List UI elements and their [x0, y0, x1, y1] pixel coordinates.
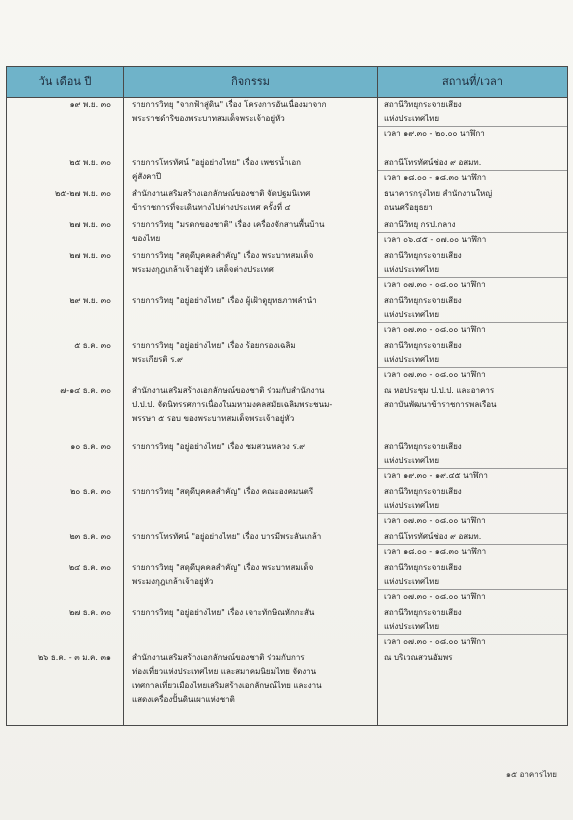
time-text: เวลา ๑๙.๓๐ - ๑๙.๔๕ นาฬิกา [378, 468, 567, 483]
activity-line: พระมงกุฎเกล้าเจ้าอยู่หัว เสด็จต่างประเทศ [132, 264, 274, 274]
row-place-time [378, 561, 568, 606]
row-date [7, 218, 124, 249]
row-date [7, 98, 124, 156]
activity-line: รายการวิทยุ "มรดกของชาติ" เรื่อง เครื่องจักสานพื้นบ้าน [132, 219, 325, 229]
activity-line: รายการวิทยุ "สดุดีบุคคลสำคัญ" เรื่อง พระบาทสมเด็จ [132, 250, 314, 260]
row-activity [124, 218, 378, 249]
activity-line: สำนักงานเสริมสร้างเอกลักษณ์ของชาติ ร่วมกับการ [132, 652, 305, 662]
activity-line: พระเกียรติ ร.๙ [132, 354, 183, 364]
date-text: ๒๔ ธ.ค. ๓๐ [68, 562, 111, 572]
place-line: สถานีวิทยุกระจายเสียง [384, 250, 462, 260]
row-activity [124, 339, 378, 384]
date-text: ๒๖ ธ.ค. - ๓ ม.ค. ๓๑ [38, 652, 111, 662]
row-activity [124, 156, 378, 187]
row-place-time [378, 651, 568, 726]
date-text: ๒๕-๒๗ พ.ย. ๓๐ [55, 188, 111, 198]
row-place-time [378, 606, 568, 651]
row-activity [124, 485, 378, 530]
place-line: แห่งประเทศไทย [384, 500, 440, 510]
place-line: ธนาคารกรุงไทย สำนักงานใหญ่ [384, 188, 493, 198]
date-text: ๒๓ ธ.ค. ๓๐ [69, 531, 111, 541]
row-place-time [378, 218, 568, 249]
activity-line: รายการวิทยุ "อยู่อย่างไทย" เรื่อง เจาะทักษิณหักกะสัน [132, 607, 315, 617]
header-date: วัน เดือน ปี [7, 67, 124, 98]
row-activity [124, 294, 378, 339]
place-line: สถานีวิทยุกระจายเสียง [384, 607, 462, 617]
date-text: ๑๙ พ.ย. ๓๐ [69, 100, 111, 109]
row-date [7, 651, 124, 726]
activity-line: รายการวิทยุ "สดุดีบุคคลสำคัญ" เรื่อง พระบาทสมเด็จ [132, 562, 314, 572]
row-date [7, 187, 124, 218]
activity-line: ของไทย [132, 233, 161, 243]
row-place-time [378, 249, 568, 294]
time-text: เวลา ๐๗.๓๐ - ๐๘.๐๐ นาฬิกา [378, 589, 567, 604]
row-date [7, 384, 124, 440]
date-text: ๑๐ ธ.ค. ๓๐ [70, 441, 111, 451]
place-line: แห่งประเทศไทย [384, 455, 440, 465]
time-text: เวลา ๐๖.๔๕ - ๐๗.๐๐ นาฬิกา [378, 232, 567, 247]
row-activity [124, 384, 378, 440]
row-place-time [378, 384, 568, 440]
place-line: ณ บริเวณสวนอัมพร [384, 652, 453, 662]
activity-line: พระมงกุฎเกล้าเจ้าอยู่หัว [132, 576, 214, 586]
place-line: สถานีโทรทัศน์ช่อง ๙ อสมท. [384, 157, 482, 167]
time-text: เวลา ๐๗.๓๐ - ๐๘.๐๐ นาฬิกา [378, 513, 567, 528]
place-line: แห่งประเทศไทย [384, 309, 440, 319]
table-row [7, 440, 568, 485]
activity-line: รายการวิทยุ "สดุดีบุคคลสำคัญ" เรื่อง คณะองคมนตรี [132, 486, 314, 496]
place-line: สถานีโทรทัศน์ช่อง ๙ อสมท. [384, 531, 482, 541]
activity-line: พรรษา ๕ รอบ ของพระบาทสมเด็จพระเจ้าอยู่หัว [132, 413, 295, 423]
table-row [7, 651, 568, 726]
place-line: ถนนศรีอยุธยา [384, 202, 433, 212]
row-place-time [378, 294, 568, 339]
place-line: แห่งประเทศไทย [384, 354, 440, 364]
activity-line: ข้าราชการที่จะเดินทางไปต่างประเทศ ครั้งที่ ๔ [132, 202, 291, 212]
page-footer: ๑๕ อาคารไทย [505, 770, 557, 779]
row-place-time [378, 98, 568, 156]
activity-line: คู่สังคาปี [132, 171, 162, 181]
place-line: สถานีวิทยุกระจายเสียง [384, 295, 462, 305]
row-activity [124, 98, 378, 156]
row-place-time [378, 485, 568, 530]
table-row [7, 606, 568, 651]
activity-line: สำนักงานเสริมสร้างเอกลักษณ์ของชาติ จัดปฐมนิเทศ [132, 188, 311, 198]
row-date [7, 249, 124, 294]
place-line: แห่งประเทศไทย [384, 264, 440, 274]
row-date [7, 294, 124, 339]
activity-line: สำนักงานเสริมสร้างเอกลักษณ์ของชาติ ร่วมกับสำนักงาน [132, 385, 325, 395]
place-line: สถานีวิทยุกระจายเสียง [384, 441, 462, 451]
row-date [7, 156, 124, 187]
date-text: ๒๗ ธ.ค. ๓๐ [68, 607, 111, 617]
activity-line: รายการโทรทัศน์ "อยู่อย่างไทย" เรื่อง บารมีพระลันเกล้า [132, 531, 322, 541]
activity-line: พระราชดำริของพระบาทสมเด็จพระเจ้าอยู่หัว [132, 114, 285, 123]
schedule-table [6, 66, 568, 726]
place-line: สถานีวิทยุ กรป.กลาง [384, 219, 456, 229]
row-date [7, 561, 124, 606]
activity-line: รายการวิทยุ "จากฟ้าสู่ดิน" เรื่อง โครงการอันเนื่องมาจาก [132, 100, 327, 109]
place-line: สถานีวิทยุกระจายเสียง [384, 100, 462, 109]
row-date [7, 485, 124, 530]
row-activity [124, 561, 378, 606]
table-row [7, 98, 568, 156]
date-text: ๒๗ พ.ย. ๓๐ [69, 219, 111, 229]
date-text: ๒๙ พ.ย. ๓๐ [69, 295, 111, 305]
table-row [7, 485, 568, 530]
table-row [7, 294, 568, 339]
row-date [7, 440, 124, 485]
activity-line: เทศกาลเที่ยวเมืองไทยเสริมสร้างเอกลักษณ์ไทย และงาน [132, 680, 322, 690]
row-activity [124, 187, 378, 218]
time-text: เวลา ๐๗.๓๐ - ๐๘.๐๐ นาฬิกา [378, 322, 567, 337]
row-date [7, 606, 124, 651]
time-text: เวลา ๐๗.๓๐ - ๐๘.๐๐ นาฬิกา [378, 367, 567, 382]
table-row [7, 187, 568, 218]
place-line: แห่งประเทศไทย [384, 576, 440, 586]
activity-line: แสดงเครื่องปั้นดินเผาแห่งชาติ [132, 694, 235, 704]
place-line: สถานีวิทยุกระจายเสียง [384, 486, 462, 496]
time-text: เวลา ๑๘.๐๐ - ๑๘.๓๐ นาฬิกา [378, 544, 567, 559]
activity-line: รายการวิทยุ "อยู่อย่างไทย" เรื่อง ชมสวนหลวง ร.๙ [132, 441, 306, 451]
time-text: เวลา ๑๙.๓๐ - ๒๐.๐๐ นาฬิกา [378, 126, 567, 141]
date-text: ๗-๑๔ ธ.ค. ๓๐ [60, 385, 111, 395]
row-place-time [378, 187, 568, 218]
table-row [7, 156, 568, 187]
activity-line: รายการโทรทัศน์ "อยู่อย่างไทย" เรื่อง เพชรน้ำเอก [132, 157, 301, 167]
time-text: เวลา ๐๗.๓๐ - ๐๘.๐๐ นาฬิกา [378, 277, 567, 292]
row-date [7, 530, 124, 561]
date-text: ๕ ธ.ค. ๓๐ [74, 340, 111, 350]
row-activity [124, 249, 378, 294]
place-line: แห่งประเทศไทย [384, 114, 440, 123]
table-row [7, 249, 568, 294]
time-text: เวลา ๐๗.๓๐ - ๐๘.๐๐ นาฬิกา [378, 634, 567, 649]
row-place-time [378, 530, 568, 561]
row-place-time [378, 440, 568, 485]
row-activity [124, 606, 378, 651]
table-row [7, 384, 568, 440]
date-text: ๒๗ พ.ย. ๓๐ [69, 250, 111, 260]
header-place-time: สถานที่/เวลา [378, 67, 568, 98]
table-row [7, 561, 568, 606]
row-date [7, 339, 124, 384]
row-place-time [378, 156, 568, 187]
place-line: สถานีวิทยุกระจายเสียง [384, 562, 462, 572]
table-body [7, 98, 568, 726]
place-line: สถานีวิทยุกระจายเสียง [384, 340, 462, 350]
row-activity [124, 651, 378, 726]
row-activity [124, 440, 378, 485]
header-activity: กิจกรรม [124, 67, 378, 98]
table-row [7, 530, 568, 561]
activity-line: ป.ป.ป. จัดนิทรรศการเนื่องในมหามงคลสมัยเฉลิมพระชนม- [132, 399, 333, 409]
date-text: ๒๐ ธ.ค. ๓๐ [70, 486, 111, 496]
place-line: สถาบันพัฒนาข้าราชการพลเรือน [384, 399, 497, 409]
time-text: เวลา ๑๘.๐๐ - ๑๘.๓๐ นาฬิกา [378, 170, 567, 185]
activity-line: ท่องเที่ยวแห่งประเทศไทย และสมาคมนิยมไทย จัดงาน [132, 666, 317, 676]
date-text: ๒๕ พ.ย. ๓๐ [69, 157, 111, 167]
row-activity [124, 530, 378, 561]
place-line: ณ หอประชุม ป.ป.ป. และอาคาร [384, 385, 495, 395]
place-line: แห่งประเทศไทย [384, 621, 440, 631]
activity-line: รายการวิทยุ "อยู่อย่างไทย" เรื่อง ร้อยกรองเฉลิม [132, 340, 296, 350]
table-row [7, 218, 568, 249]
row-place-time [378, 339, 568, 384]
activity-line: รายการวิทยุ "อยู่อย่างไทย" เรื่อง ผู้เฝ้าดูยุทธภาพลำนำ [132, 295, 317, 305]
table-header-row [7, 67, 568, 98]
table-row [7, 339, 568, 384]
